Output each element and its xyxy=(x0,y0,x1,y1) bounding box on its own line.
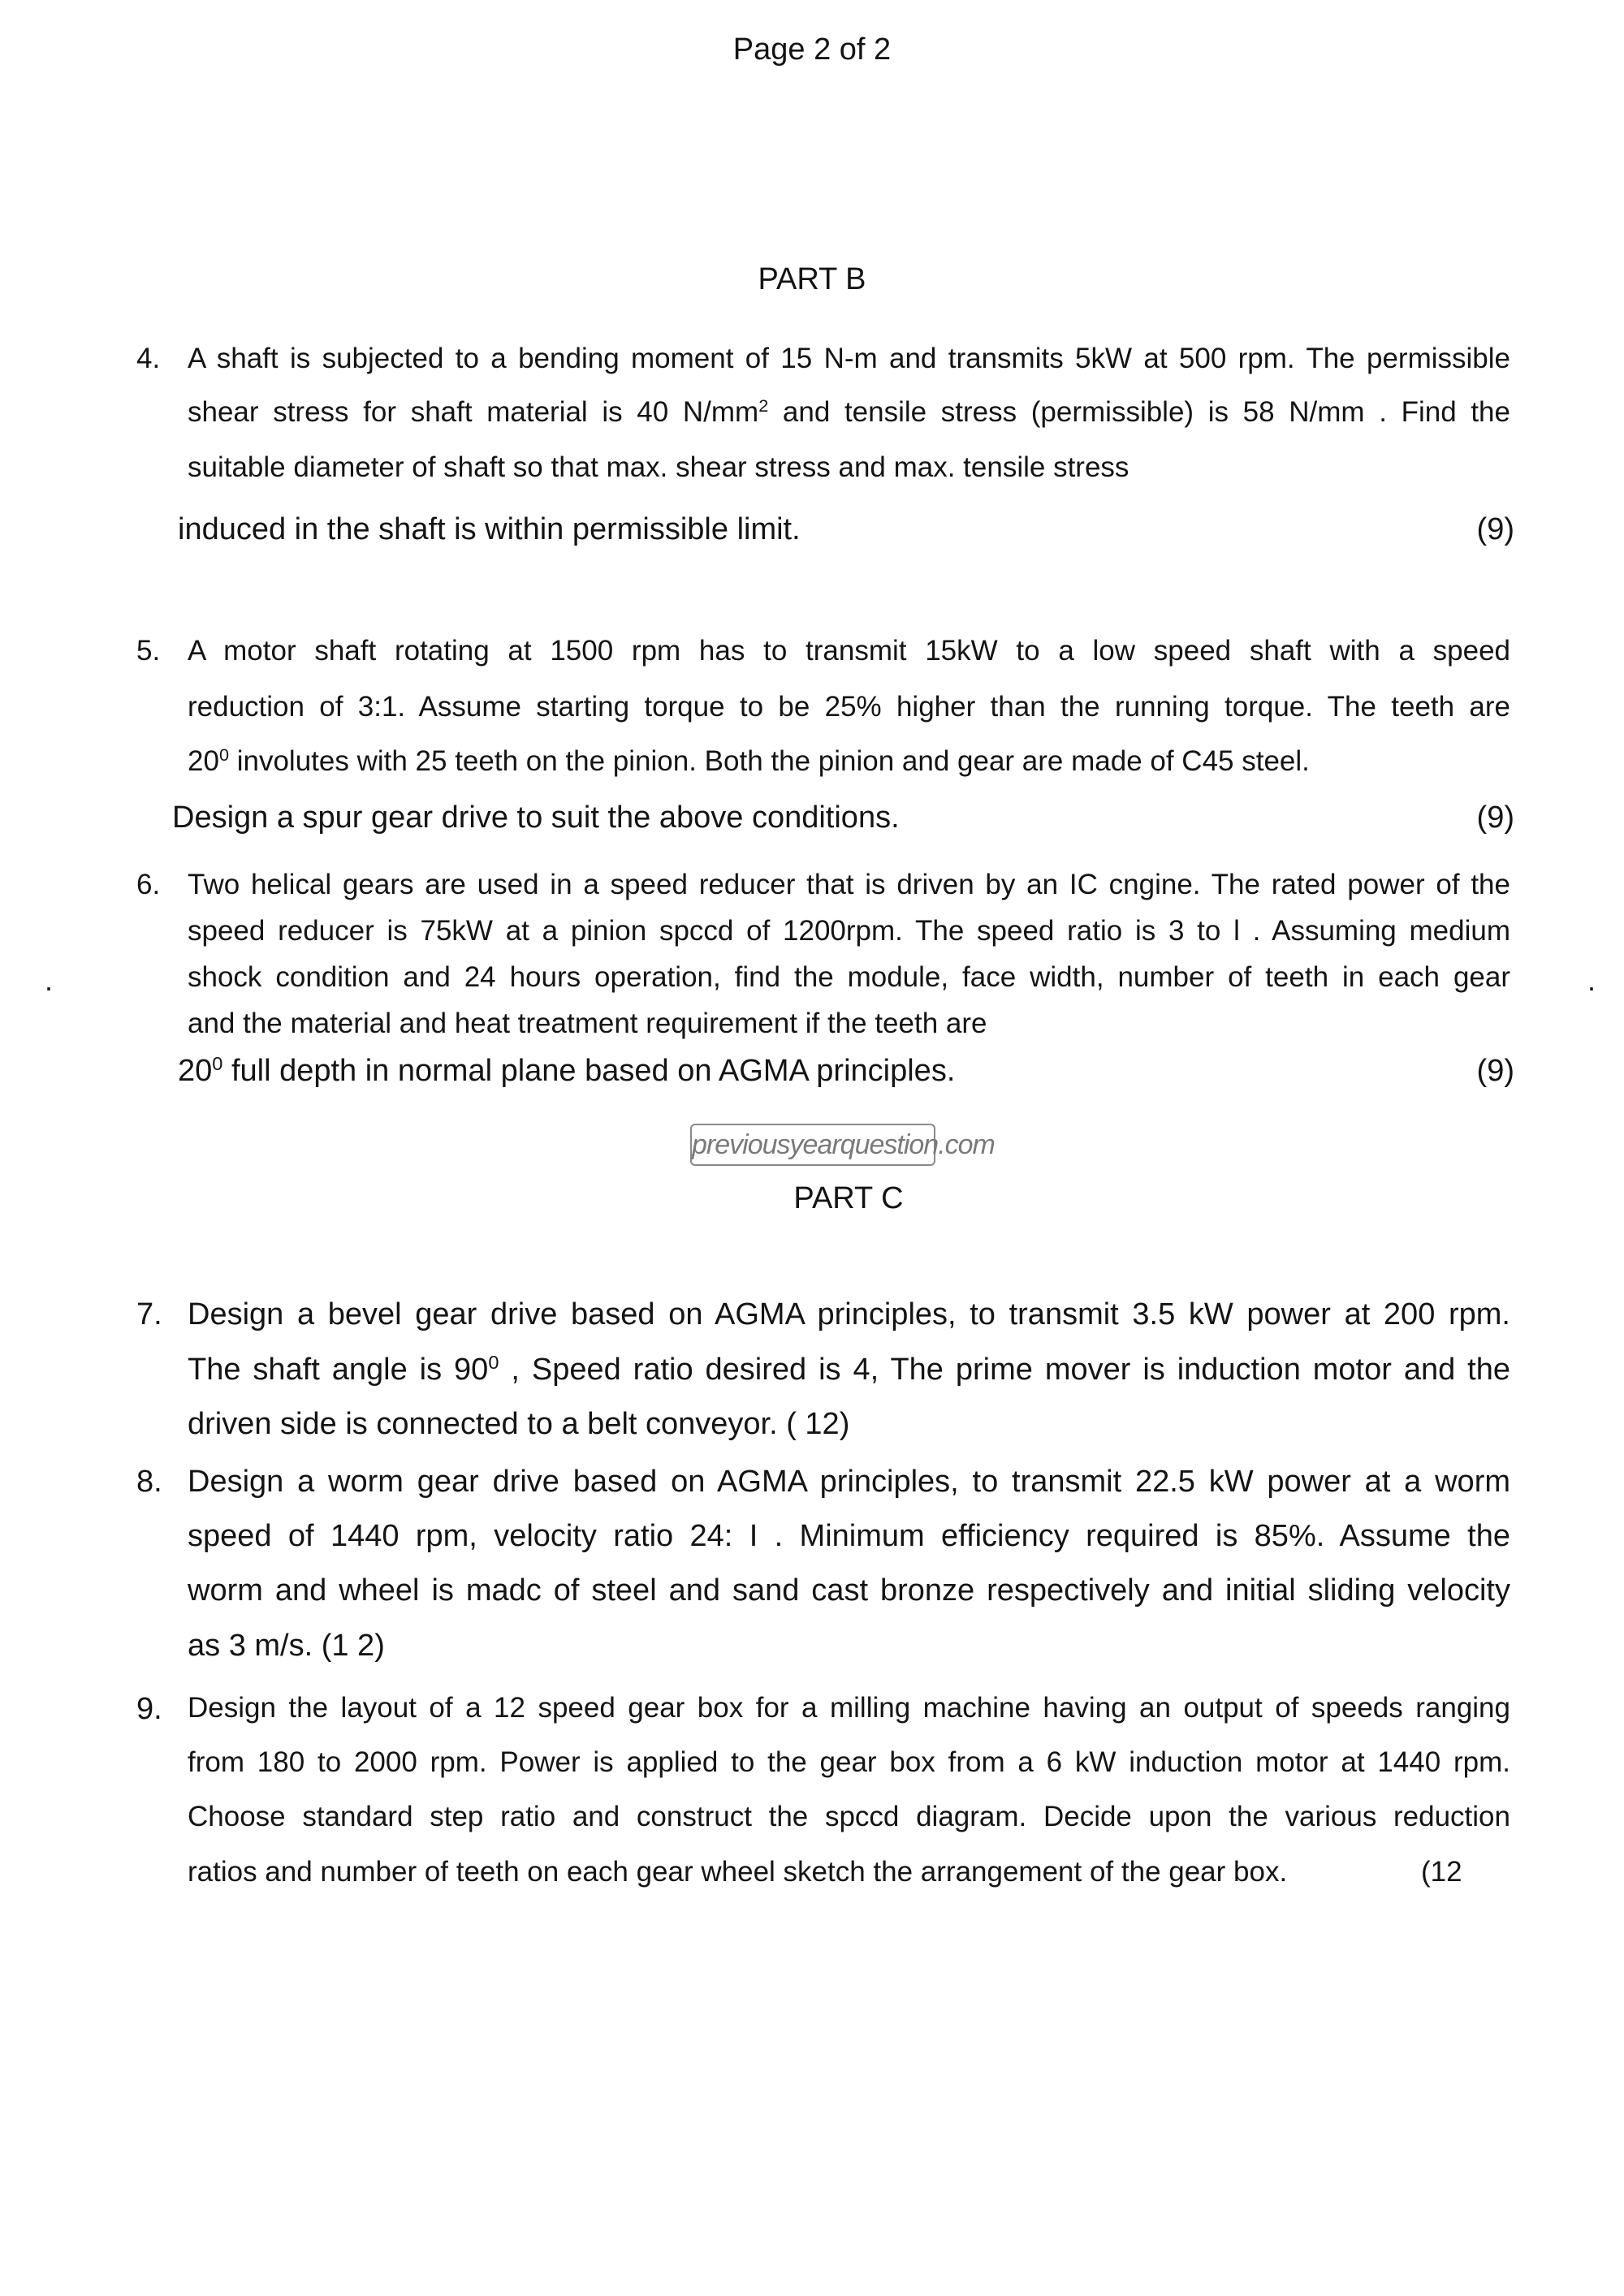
question-text-line: $20^0$ involutes with 25 teeth on the pinion. Both the pinion and gear are made of C45 steel. xyxy=(188,744,1310,777)
question-text-line: induced in the shaft is within permissible limit. xyxy=(178,512,801,546)
marks-label: (9) xyxy=(1476,801,1514,835)
question-text-line: reduction of 3:1. Assume starting torque to be 25% higher than the running torque. The teeth are xyxy=(188,691,1510,723)
question-text-line: ratios and number of teeth on each gear wheel sketch the arrangement of the gear box. xyxy=(188,1856,1288,1888)
stray-mark: . xyxy=(1587,964,1596,997)
question-number: 6. xyxy=(136,869,161,900)
marks-label: (9) xyxy=(1476,1054,1514,1088)
marks-label: (9) xyxy=(1476,512,1514,546)
question-text-line: Two helical gears are used in a speed reducer that is driven by an IC cngine. The rated power of the xyxy=(188,869,1510,900)
page-number: Page 2 of 2 xyxy=(732,32,892,67)
question-text-line: The shaft angle is $90^0$ , Speed ratio desired is 4, The prime mover is induction motor and the xyxy=(188,1352,1511,1387)
question-text-line: from 180 to 2000 rpm. Power is applied to the gear box from a 6 kW induction motor at 1440 rpm. xyxy=(188,1746,1510,1778)
superscript: 0 xyxy=(212,1053,223,1075)
question-text-line: Choose standard step ratio and construct the spccd diagram. Decide upon the various reduction xyxy=(188,1801,1510,1832)
question-text-line: driven side is connected to a belt conveyor. ( 12) xyxy=(188,1407,850,1441)
question-text-line: Design the layout of a 12 speed gear box for a milling machine having an output of speeds ranging xyxy=(188,1692,1510,1724)
superscript: 0 xyxy=(488,1352,499,1374)
part-c-heading: PART C xyxy=(793,1181,904,1215)
part-b-heading: PART B xyxy=(758,262,866,296)
question-text-line: shock condition and 24 hours operation, find the module, face width, number of teeth in each gear xyxy=(188,961,1510,993)
question-text-line: shear stress for shaft material is 40 $N/mm^2$ and tensile stress (permissible) is 58 N/mm . Find the xyxy=(188,395,1510,428)
question-text-line: Design a worm gear drive based on AGMA principles, to transmit 22.5 kW power at a worm xyxy=(188,1465,1510,1499)
question-number: 4. xyxy=(136,343,161,374)
marks-label: (12 xyxy=(1421,1856,1462,1888)
superscript: 0 xyxy=(218,744,229,766)
question-number: 5. xyxy=(136,635,161,667)
question-text-line: and the material and heat treatment requirement if the teeth are xyxy=(188,1008,987,1039)
question-number: 9. xyxy=(136,1692,162,1726)
question-text-line: Design a spur gear drive to suit the above conditions. xyxy=(172,801,900,835)
question-text-line: A motor shaft rotating at 1500 rpm has to transmit 15kW to a low speed shaft with a speed xyxy=(188,635,1510,667)
question-text-line: suitable diameter of shaft so that max. shear stress and max. tensile stress xyxy=(188,451,1129,483)
watermark-logo: previousyearquestion.com xyxy=(690,1124,935,1166)
question-text-line: speed of 1440 rpm, velocity ratio 24: I . Minimum efficiency required is 85%. Assume the xyxy=(188,1519,1510,1553)
question-text-line: speed reducer is 75kW at a pinion spccd of 1200rpm. The speed ratio is 3 to l . Assuming medium xyxy=(188,915,1510,947)
stray-mark: . xyxy=(45,964,54,997)
question-text-line: as 3 m/s. (1 2) xyxy=(188,1629,385,1663)
question-text-line: $20^0$ full depth in normal plane based on AGMA principles. xyxy=(178,1053,956,1088)
question-text-line: Design a bevel gear drive based on AGMA principles, to transmit 3.5 kW power at 200 rpm. xyxy=(188,1297,1510,1331)
question-number: 8. xyxy=(136,1465,162,1499)
superscript: 2 xyxy=(758,395,769,416)
question-text-line: A shaft is subjected to a bending moment of 15 N-m and transmits 5kW at 500 rpm. The permissible xyxy=(188,343,1510,374)
question-number: 7. xyxy=(136,1297,162,1331)
question-text-line: worm and wheel is madc of steel and sand cast bronze respectively and initial sliding velocity xyxy=(188,1573,1510,1608)
